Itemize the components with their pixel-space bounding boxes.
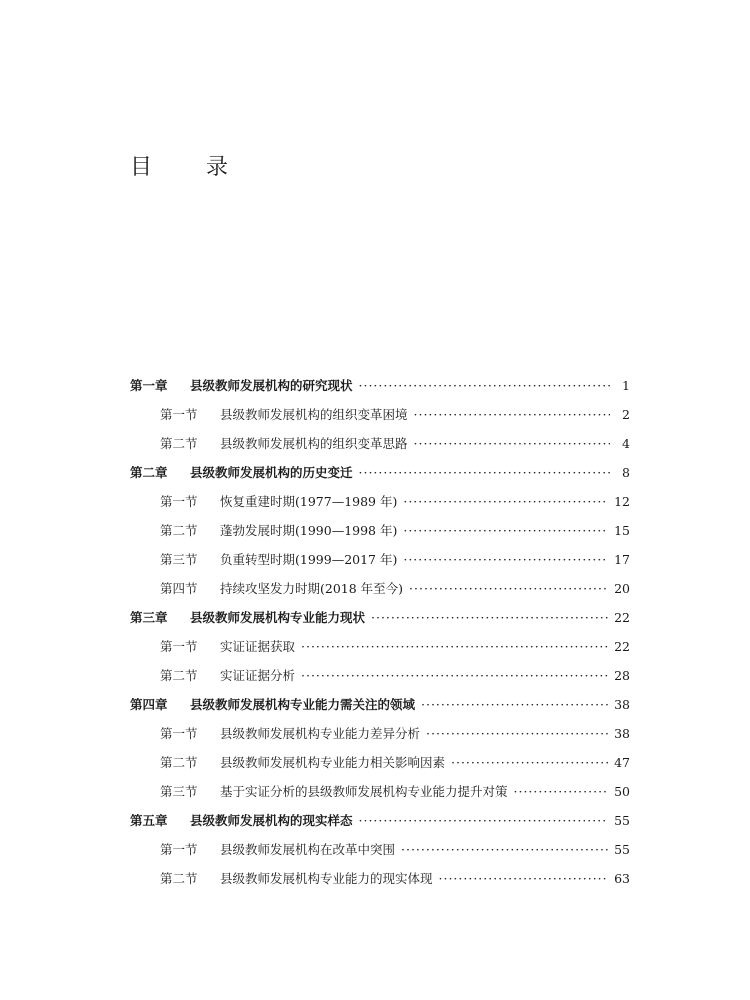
- toc-entry-title: 县级教师发展机构专业能力相关影响因素: [220, 755, 446, 770]
- toc-page-number: 12: [614, 494, 630, 509]
- toc-dot-leader: [403, 494, 608, 509]
- toc-section-entry[interactable]: [130, 405, 630, 434]
- toc-entry-label: 第一节: [160, 726, 198, 741]
- toc-entry-label: 第一节: [160, 842, 198, 857]
- toc-entry-title: 实证证据分析: [220, 668, 296, 683]
- toc-entry-title: 县级教师发展机构的现实样态: [190, 813, 353, 828]
- toc-entry-title: 持续攻坚发力时期(2018 年至今): [220, 581, 404, 596]
- toc-entry-title: 县级教师发展机构专业能力现状: [190, 610, 366, 625]
- toc-section-entry[interactable]: [130, 434, 630, 463]
- toc-page-number: 2: [622, 407, 630, 422]
- toc-section-entry[interactable]: [130, 782, 630, 811]
- toc-page-number: 28: [614, 668, 630, 683]
- toc-dot-leader: [359, 465, 610, 480]
- toc-chapter-entry[interactable]: [130, 695, 630, 724]
- toc-dot-leader: [414, 436, 610, 451]
- toc-section-entry[interactable]: [130, 550, 630, 579]
- toc-page-number: 63: [614, 871, 630, 886]
- toc-entry-title: 县级教师发展机构的历史变迁: [190, 465, 353, 480]
- toc-entry-label: 第四节: [160, 581, 198, 596]
- toc-entry-label: 第三章: [130, 610, 168, 625]
- toc-section-entry[interactable]: [130, 637, 630, 666]
- toc-page-number: 8: [622, 465, 630, 480]
- toc-entry-label: 第二节: [160, 755, 198, 770]
- toc-dot-leader: [414, 407, 610, 422]
- toc-dot-leader: [403, 552, 608, 567]
- toc-dot-leader: [301, 668, 608, 683]
- toc-dot-leader: [514, 784, 609, 799]
- toc-dot-leader: [359, 813, 609, 828]
- toc-entry-label: 第一节: [160, 407, 198, 422]
- toc-dot-leader: [421, 697, 608, 712]
- toc-entry-label: 第三节: [160, 552, 198, 567]
- toc-page-number: 22: [614, 610, 630, 625]
- toc-chapter-entry[interactable]: [130, 463, 630, 492]
- toc-entry-title: 实证证据获取: [220, 639, 296, 654]
- toc-page-number: 55: [614, 842, 630, 857]
- toc-section-entry[interactable]: [130, 521, 630, 550]
- toc-entry-label: 第四章: [130, 697, 168, 712]
- toc-section-entry[interactable]: [130, 666, 630, 695]
- toc-entry-label: 第三节: [160, 784, 198, 799]
- toc-dot-leader: [359, 378, 610, 393]
- toc-chapter-entry[interactable]: [130, 608, 630, 637]
- toc-entry-label: 第一节: [160, 494, 198, 509]
- toc-page-number: 20: [614, 581, 630, 596]
- toc-entry-title: 基于实证分析的县级教师发展机构专业能力提升对策: [220, 784, 508, 799]
- toc-dot-leader: [409, 581, 608, 596]
- toc-entry-title: 县级教师发展机构的研究现状: [190, 378, 353, 393]
- toc-page-number: 4: [622, 436, 630, 451]
- toc-page-number: 38: [614, 726, 630, 741]
- toc-dot-leader: [301, 639, 608, 654]
- toc-dot-leader: [439, 871, 609, 886]
- toc-dot-leader: [451, 755, 608, 770]
- toc-chapter-entry[interactable]: [130, 376, 630, 405]
- toc-section-entry[interactable]: [130, 724, 630, 753]
- toc-page-number: 17: [614, 552, 630, 567]
- toc-page-number: 1: [622, 378, 630, 393]
- toc-entry-title: 蓬勃发展时期(1990—1998 年): [220, 523, 398, 538]
- toc-entry-label: 第二节: [160, 523, 198, 538]
- toc-dot-leader: [403, 523, 608, 538]
- table-of-contents: [130, 376, 630, 898]
- toc-entry-label: 第二章: [130, 465, 168, 480]
- toc-section-entry[interactable]: [130, 579, 630, 608]
- toc-dot-leader: [426, 726, 608, 741]
- toc-entry-label: 第二节: [160, 668, 198, 683]
- toc-entry-title: 县级教师发展机构在改革中突围: [220, 842, 396, 857]
- toc-page-number: 55: [614, 813, 630, 828]
- toc-page-number: 38: [614, 697, 630, 712]
- toc-section-entry[interactable]: [130, 869, 630, 898]
- toc-entry-title: 恢复重建时期(1977—1989 年): [220, 494, 398, 509]
- toc-dot-leader: [401, 842, 608, 857]
- toc-entry-label: 第一节: [160, 639, 198, 654]
- toc-entry-title: 县级教师发展机构专业能力需关注的领域: [190, 697, 416, 712]
- toc-page-number: 22: [614, 639, 630, 654]
- toc-entry-title: 负重转型时期(1999—2017 年): [220, 552, 398, 567]
- toc-dot-leader: [371, 610, 608, 625]
- toc-entry-label: 第五章: [130, 813, 168, 828]
- toc-entry-title: 县级教师发展机构专业能力差异分析: [220, 726, 421, 741]
- toc-page-number: 50: [614, 784, 630, 799]
- toc-page-number: 47: [614, 755, 630, 770]
- toc-entry-title: 县级教师发展机构的组织变革困境: [220, 407, 408, 422]
- toc-section-entry[interactable]: [130, 753, 630, 782]
- toc-section-entry[interactable]: [130, 492, 630, 521]
- toc-section-entry[interactable]: [130, 840, 630, 869]
- toc-entry-label: 第二节: [160, 436, 198, 451]
- toc-entry-label: 第一章: [130, 378, 168, 393]
- toc-entry-title: 县级教师发展机构专业能力的现实体现: [220, 871, 433, 886]
- toc-entry-label: 第二节: [160, 871, 198, 886]
- toc-chapter-entry[interactable]: [130, 811, 630, 840]
- toc-page-number: 15: [614, 523, 630, 538]
- page-title: 目 录: [130, 155, 245, 180]
- toc-entry-title: 县级教师发展机构的组织变革思路: [220, 436, 408, 451]
